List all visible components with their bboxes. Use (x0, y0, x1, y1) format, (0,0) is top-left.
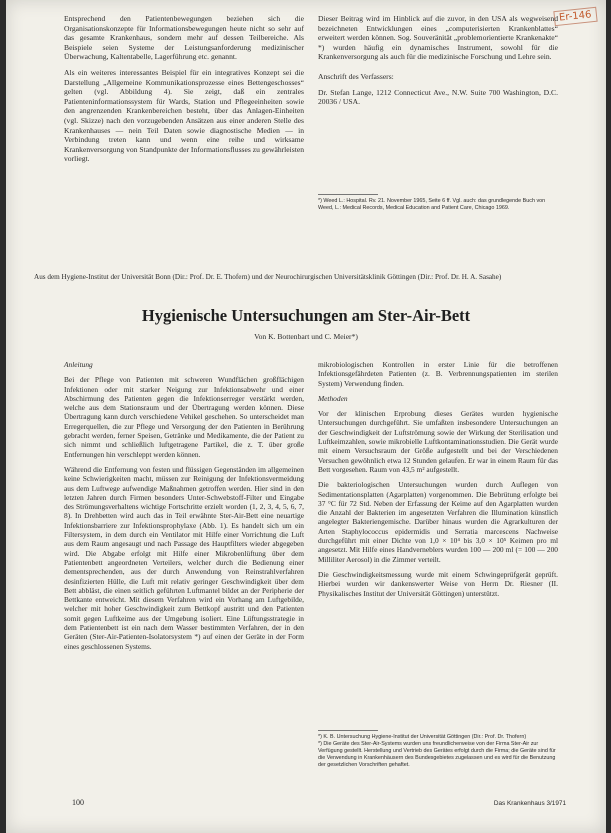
paragraph: Als ein weiteres interessantes Beispiel für ein integratives Konzept sei die Darstellung „Allgemeine Kommunikationsprozesse eines Bettengeschosses“ gelten (vgl. Abbildung 4). Sie zeigt, daß ein zentrales Patienteninformationssystem für Wards, Station und Pflegeeinheiten sowie den angrenzenden Krankenbereichen besteht, über das Anlagen-Einheiten (vgl. Skizze) nach den vorzugebenden Ansätzen aus einer anderen Stelle des Krankenhauses — nein Teil Daten sowie diagnostische Medien — in Verbindung treten kann und wenn eine reihe und wirksame Krankenversorgung von Standpunkte der Informationsflusses zu gewährleisten vorliegt. (64, 67, 304, 164)
paragraph: Vor der klinischen Erprobung dieses Gerätes wurden hygienische Untersuchungen durchgeführt. Sie umfaßten insbesondere Untersuchungen an der Geschwindigkeit der Luftströmung sowie der Wirkung der Sterilisation und Luftkeimzahlen, sowie mikrobielle Luftkontaminationsstudien. Die Gerät wurde mit einem Versuchsraum der Größe aufgestellt und bei der Verschiedenen Versuchen gewöhnlich etwa 12 Stunden gelaufen. Er war in einem Raum für das Bett vorgesehen. Raum von 43,5 m² aufgestellt. (318, 409, 558, 474)
right-column (318, 360, 558, 604)
paragraph: Während die Entfernung von festen und flüssigen Gegenständen im allgemeinen keine Schwierigkeiten macht, müssen zur Reinigung der Infektionsvermeidung aus dem Luftwege aufwendige Maßnahmen getroffen werden. Hier sind in den letzten Jahren durch Firmen besonders Unter-Schwebstoff-Filter und Eingabe des Strömungsverhaltens wichtige Fortschritte erzielt worden (1, 2, 3, 4, 5, 6, 7, 8). In Drehbetten wird auch das in Teil erwähnte Ster-Air-Bett eine neuartige Infektionsbarriere zur Infektionsprophylaxe (Abb. 1). Es handelt sich um ein Filtersystem, in dem durch ein Ventilator mit Hilfe einer Vorrichtung die Luft aus dem Raum angesaugt und nach Passage des Hauptfilters wieder abgegeben wird. Die Abgabe erfolgt mit Hilfe einer Mikrobenlüftung über dem Patientenbett angeordneten Verteilers, welcher durch die Bedienung einer dementsprechenden, aus der durch Anwendung von Reinstrahlverfahren desinfizierten Hülle, die Luft mit relativ geringer Geschwindigkeit über dem Bett abbläst, die einen seitlich geführten Luftmantel bildet an der Peripherie der Bettkante entweicht. Mit diesem Verfahren wird ein Vorhang am Luftgebilde, welcher mit hoher Geschwindigkeit zum Bettkopf austritt und den Patienten somit gegen Luftkeime aus der Umgebung isoliert. Eine Lüftungsstrategie in dem Patientenbett ist ein nach dem Wasser bestimmten Verfahren, der in den Geräten (Ster-Air-Patienten-Isolatorsystem *) auf einen der Geräte in der Form eines geschlossenen Systems. (64, 464, 304, 651)
paragraph: Die Geschwindigkeitsmessung wurde mit einem Schwingeprüfgerät geprüft. Hierbei wurden wir dankenswerter Weise von Herrn Dr. Riesner (II. Physikalisches Institut der Universität Göttingen) unterstützt. (318, 569, 558, 598)
section-heading: Anleitung (64, 360, 93, 369)
authors: Von K. Bottenbart und C. Meier*) (254, 332, 358, 341)
top-right-column (318, 14, 558, 113)
paragraph: Bei der Pflege von Patienten mit schweren Wundflächen großflächigen Infektionen oder mit starker Neigung zur Infektionsabwehr und einer Abschirmung des Patienten gegen die Infektionserreger verstärkt werden, welche aus dem Stationsraum und der Übertragung werden können. Diese Übertragung kann durch verschiedene Vehikel geschehen. So unterscheidet man Erregerquellen, die zur Pflege und Versorgung der den Patienten in Berührung gebracht werden, ferner Speisen, Getränke und Medikamente, die der Patient zu sich nimmt und schließlich luftgetragene Partikel, die z. T. über große Entfernungen hin verschleppt werden können. (64, 375, 304, 459)
archive-stamp: Er-146 (553, 7, 597, 26)
paragraph: Dieser Beitrag wird im Hinblick auf die zuvor, in den USA als wegweisend bezeichneten Entwicklungen eines „computerisierten Krankenblattes“ erweitert werden können. Sog. Souveränität „problemorientierte Krankenakte“ *) wurden häufig ein dynamisches Instrument, sowohl für die Krankenversorgung als auch für die medizinische Forschung und Lehre sein. (318, 14, 558, 62)
footnote: *) K. B. Untersuchung Hygiene-Institut der Universität Göttingen (Dir.: Prof. Dr. Thofern) *) Die Geräte des Ster-Air-Systems wurden uns freundlicherweise von der Firma Ster-Air zur Verfügung gestellt. Herstellung und Vertrieb des Gerätes erfolgt durch die Firma; die Geräte sind für die Verwendung in Krankenhäusern des Bundesgebietes zugelassen und es wird für die Benutzung der gesetzlichen Vorschriften gehaftet. (318, 734, 556, 768)
paper-page (6, 0, 606, 833)
left-column (64, 360, 304, 657)
address: Dr. Stefan Lange, 1212 Connecticut Ave., N.W. Suite 700 Washington, D.C. 20036 / USA. (318, 87, 558, 107)
affiliation: Aus dem Hygiene-Institut der Universität Bonn (Dir.: Prof. Dr. E. Thofern) und der Neurochirurgischen Universitätsklinik Göttingen (Dir.: Prof. Dr. H. A. Sasahe) (34, 273, 502, 281)
paragraph: Die bakteriologischen Untersuchungen wurden durch Auflegen von Sedimentationsplatten (Agarplatten) vorgenommen. Die Bebrütung erfolgte bei 37 °C für 72 Std. Neben der Erfassung der Keime auf den Agarplatten wurden die Anzahl der Bakterien im angesetzten Verfahren die Illumination künstlich angelegter Bakteriengemische. Darüber hinaus wurden die Agrarkulturen der Arten Staphylococcus epidermidis und Serratia marcescens Nachweise durchgeführt mit einer Dichte von 1,0 × 10⁴ bis 3,0 × 10⁵ Keimen pro ml angesetzt. Mit Hilfe eines Handverneblers wurden 100 — 200 ml (= 100 — 200 Milliliter Aerosol) in die Zimmer verteilt. (318, 480, 558, 564)
top-left-column (64, 14, 304, 170)
address-label: Anschrift des Verfassers: (318, 71, 394, 81)
page-number: 100 (72, 798, 84, 807)
footnote-rule (318, 730, 378, 731)
article-title: Hygienische Untersuchungen am Ster-Air-Bett (141, 306, 471, 325)
footnote: *) Weed L.: Hospital. Rv. 21. November 1965, Seite 6 ff. Vgl. auch: das grundlegende Buch von Weed, L.: Medical Records, Medical Education and Patient Care, Chicago 1969. (318, 198, 546, 211)
section-heading: Methoden (318, 393, 348, 403)
footnote-rule (318, 194, 378, 195)
paragraph: mikrobiologischen Kontrollen in erster Linie für die betroffenen Infektionsgefährdeten Patienten (z. B. Verbrennungspatienten im sterilen System) Verwendung finden. (318, 360, 558, 388)
paragraph: Entsprechend den Patientenbewegungen beziehen sich die Organisationskonzepte für Informationsbewegungen heute nicht so sehr auf das gesamte Krankenhaus, sondern mehr auf dessen Teilbereiche. Als Beispiele seien Systeme der Leistungsanforderung medizinischer Überwachung, Kaltentabelle, Lagerführung etc. genannt. (64, 14, 304, 62)
journal-name: Das Krankenhaus 3/1971 (493, 800, 566, 807)
